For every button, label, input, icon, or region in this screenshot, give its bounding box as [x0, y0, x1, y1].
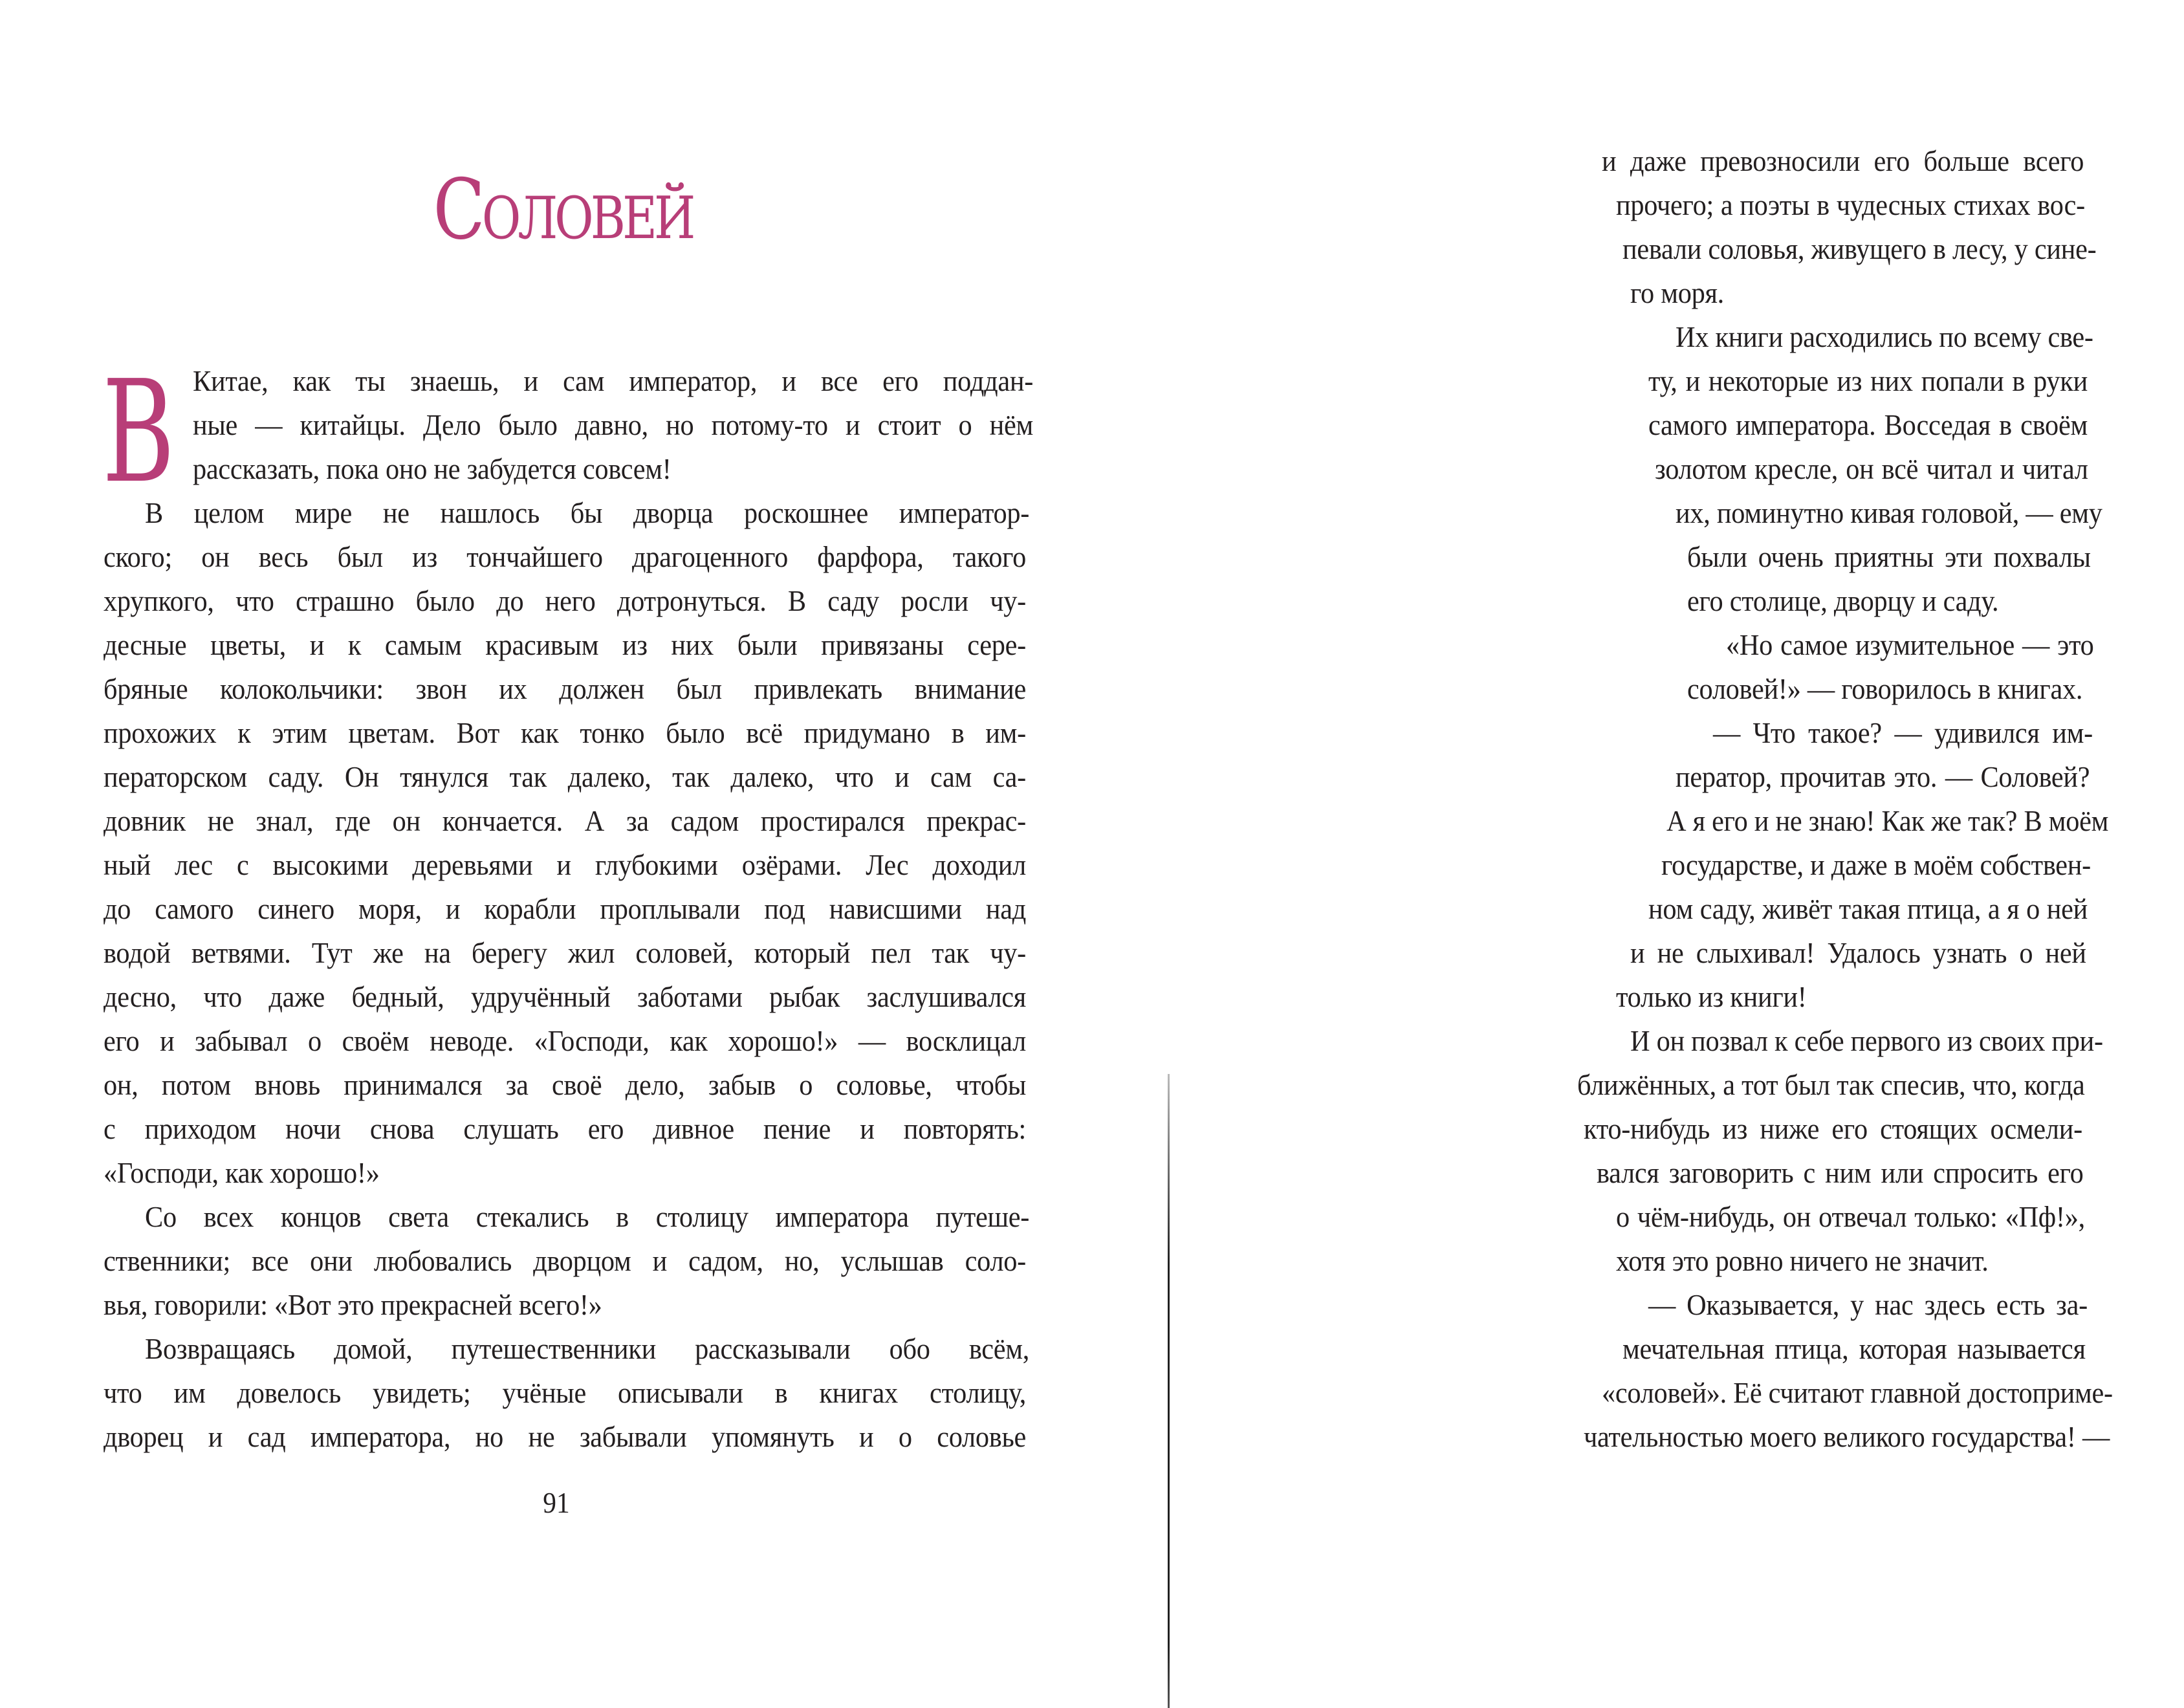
text-line: о чём-нибудь, он отвечал только: «Пф!», [1616, 1200, 2085, 1233]
text-line: ту, и некоторые из них попали в руки [1648, 364, 2088, 397]
text-line: Их книги расходились по всему све- [1676, 320, 2093, 353]
text-line: до самого синего моря, и корабли проплывали под нависшими над [104, 892, 1026, 925]
text-line: и не слыхивал! Удалось узнать о ней [1630, 936, 2086, 969]
text-line: ном саду, живёт такая птица, а я о ней [1648, 892, 2088, 925]
text-line: А я его и не знаю! Как же так? В моём [1666, 804, 2109, 837]
text-line: были очень приятны эти похвалы [1687, 540, 2091, 573]
page-number: 91 [543, 1486, 570, 1519]
text-line: соловей!» — говорилось в книгах. [1687, 672, 2083, 705]
text-line: золотом кресле, он всё читал и читал [1655, 452, 2088, 485]
drop-cap: В [102, 351, 175, 514]
chapter-title: Соловей [433, 162, 693, 258]
text-line: В целом мире не нашлось бы дворца роскошнее император- [145, 496, 1030, 529]
text-line: ный лес с высокими деревьями и глубокими озёрами. Лес доходил [104, 848, 1026, 881]
text-line: только из книги! [1616, 980, 1807, 1013]
text-line: Со всех концов света стекались в столицу императора путеше- [145, 1200, 1030, 1233]
text-line: хрупкого, что страшно было до него дотронуться. В саду росли чу- [104, 584, 1026, 617]
text-line: он, потом вновь принимался за своё дело, забыв о соловье, чтобы [104, 1068, 1026, 1101]
text-line: ского; он весь был из тончайшего драгоценного фарфора, такого [104, 540, 1026, 573]
text-line: рассказать, пока оно не забудется совсем! [193, 452, 672, 485]
text-line: «соловей». Её считают главной достоприме- [1602, 1376, 2113, 1409]
text-line: певали соловья, живущего в лесу, у сине- [1622, 232, 2097, 265]
text-line: чательностью моего великого государства! — [1584, 1420, 2110, 1453]
text-line: прочего; а поэты в чудесных стихах вос- [1616, 188, 2085, 221]
text-line: ные — китайцы. Дело было давно, но потому-то и стоит о нём [193, 408, 1034, 441]
text-line: вья, говорили: «Вот это прекрасней всего!» [104, 1288, 602, 1321]
text-line: прохожих к этим цветам. Вот как тонко было всё придумано в им- [104, 716, 1026, 749]
text-line: ближённых, а тот был так спесив, что, когда [1577, 1068, 2085, 1101]
text-line: самого императора. Восседая в своём [1648, 408, 2088, 441]
text-line: бряные колокольчики: звон их должен был привлекать внимание [104, 672, 1026, 705]
text-line: водой ветвями. Тут же на берегу жил соловей, который пел так чу- [104, 936, 1026, 969]
text-line: го моря. [1630, 276, 1724, 309]
text-line: десные цветы, и к самым красивым из них были привязаны сере- [104, 628, 1026, 661]
text-line: ственники; все они любовались дворцом и садом, но, услышав соло- [104, 1244, 1026, 1277]
text-line: государстве, и даже в моём собствен- [1661, 848, 2091, 881]
text-line: хотя это ровно ничего не значит. [1616, 1244, 1989, 1277]
text-line: его столице, дворцу и саду. [1687, 584, 1999, 617]
text-line: — Что такое? — удивился им- [1713, 716, 2093, 749]
text-line: десно, что даже бедный, удручённый заботами рыбак заслушивался [104, 980, 1026, 1013]
text-line: «Господи, как хорошо!» [104, 1156, 380, 1189]
text-line: — Оказывается, у нас здесь есть за- [1648, 1288, 2088, 1321]
text-line: вался заговорить с ним или спросить его [1597, 1156, 2084, 1189]
text-line: их, поминутно кивая головой, — ему [1676, 496, 2102, 529]
text-line: его и забывал о своём неводе. «Господи, как хорошо!» — восклицал [104, 1024, 1026, 1057]
text-line: мечательная птица, которая называется [1622, 1332, 2086, 1365]
text-line: ператорском саду. Он тянулся так далеко, так далеко, что и сам са- [104, 760, 1026, 793]
text-line: дворец и сад императора, но не забывали упомянуть и о соловье [104, 1420, 1026, 1453]
text-line: Возвращаясь домой, путешественники рассказывали обо всём, [145, 1332, 1030, 1365]
text-line: Китае, как ты знаешь, и сам император, и все его поддан- [193, 364, 1034, 397]
text-line: кто-нибудь из ниже его стоящих осмели- [1584, 1112, 2082, 1145]
text-line: и даже превозносили его больше всего [1602, 144, 2084, 177]
text-line: И он позвал к себе первого из своих при- [1630, 1024, 2103, 1057]
text-line: ператор, прочитав это. — Соловей? [1676, 760, 2090, 793]
text-line: с приходом ночи снова слушать его дивное пение и повторять: [104, 1112, 1026, 1145]
text-line: довник не знал, где он кончается. А за садом простирался прекрас- [104, 804, 1026, 837]
right-page [1170, 0, 2184, 1696]
text-line: «Но самое изумительное — это [1726, 628, 2094, 661]
text-line: что им довелось увидеть; учёные описывали в книгах столицу, [104, 1376, 1026, 1409]
